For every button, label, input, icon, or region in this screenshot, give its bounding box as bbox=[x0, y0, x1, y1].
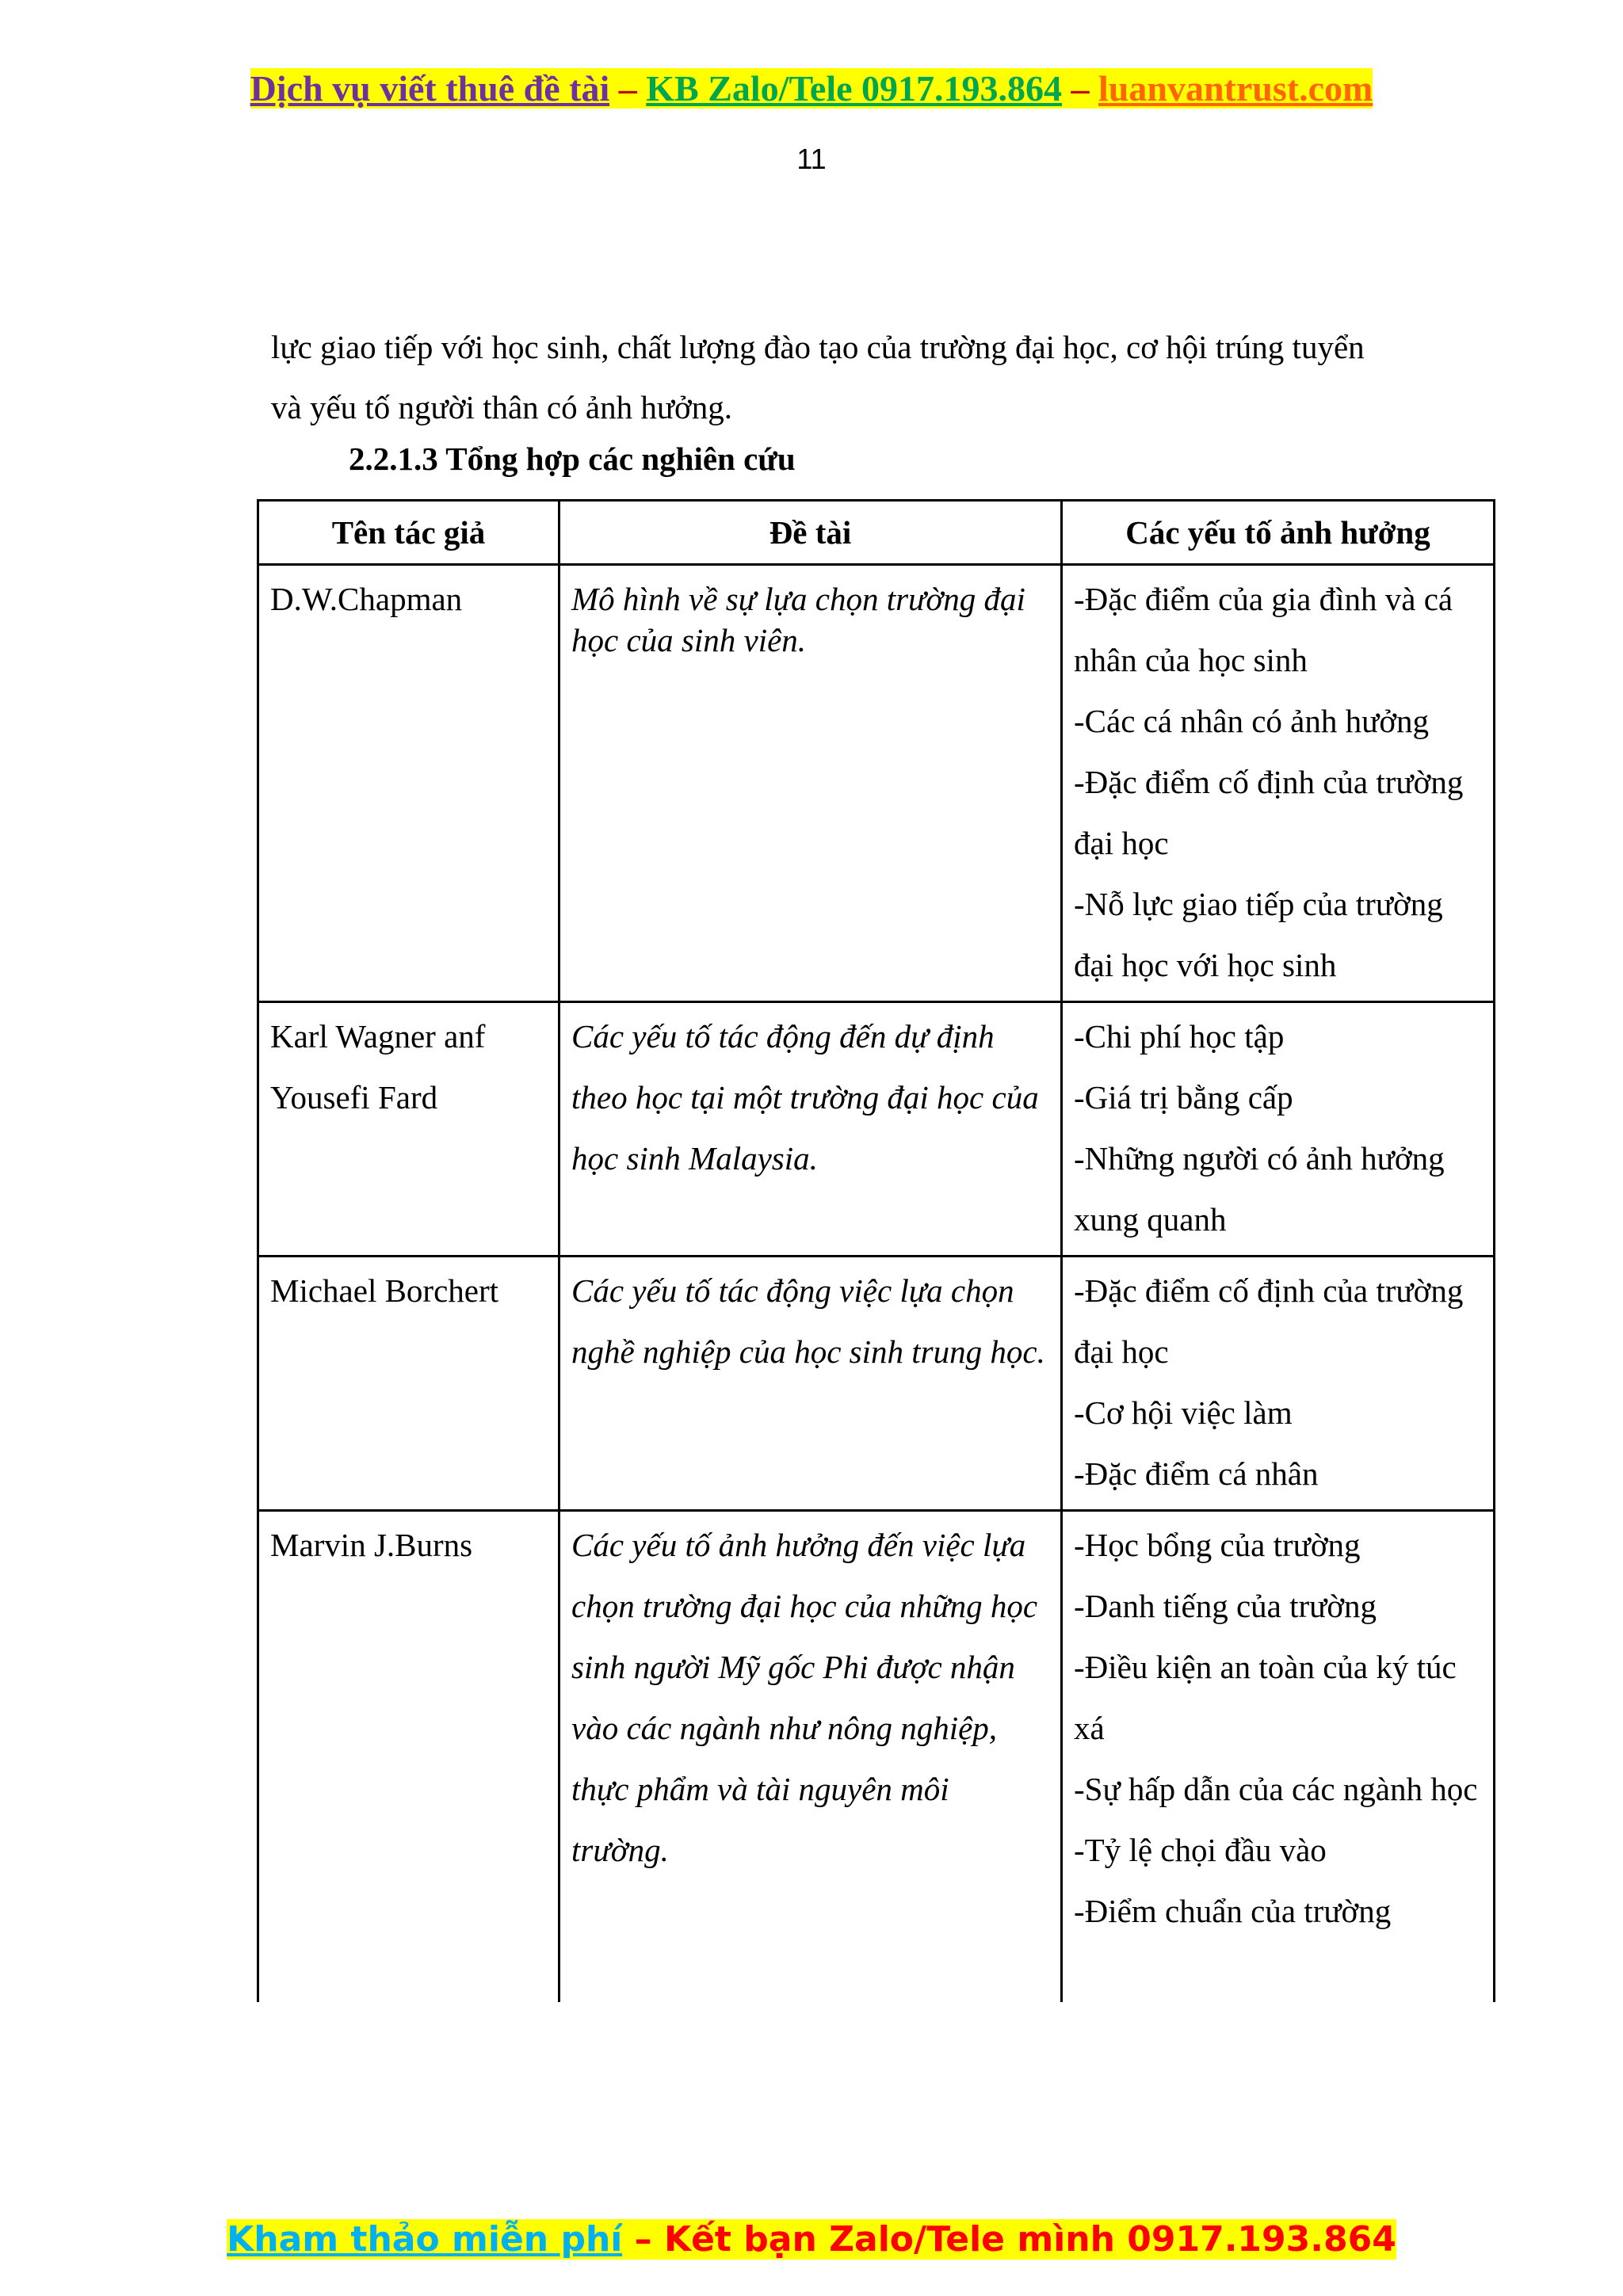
factor-item: -Đặc điểm của gia đình và cá nhân của học sinh bbox=[1074, 581, 1453, 678]
topic-cell: Mô hình về sự lựa chọn trường đại học của sinh viên. bbox=[559, 565, 1062, 1002]
header-service-link[interactable]: Dịch vụ viết thuê đề tài bbox=[250, 68, 610, 109]
paragraph-line: lực giao tiếp với học sinh, chất lượng đào tạo của trường đại học, cơ hội trúng tuyển bbox=[271, 329, 1365, 365]
author-cell: D.W.Chapman bbox=[258, 565, 559, 1002]
factors-cell bbox=[1062, 1257, 1495, 1511]
author-cell: Marvin J.Burns bbox=[258, 1511, 559, 2002]
topic-cell: Các yếu tố ảnh hưởng đến việc lựa chọn trường đại học của những học sinh người Mỹ gốc Phi được nhận vào các ngành như nông nghiệp, thực phẩm và tài nguyên môi trường. bbox=[559, 1511, 1062, 2002]
author-cell: Michael Borchert bbox=[258, 1257, 559, 1511]
table-row bbox=[258, 1002, 1495, 1257]
table-row bbox=[258, 565, 1495, 1002]
paragraph-line: và yếu tố người thân có ảnh hưởng. bbox=[271, 389, 732, 425]
factors-cell bbox=[1062, 565, 1495, 1002]
studies-table bbox=[257, 499, 1495, 2002]
author-cell: Karl Wagner anf Yousefi Fard bbox=[258, 1002, 559, 1257]
header-contact-link[interactable]: KB Zalo/Tele 0917.193.864 bbox=[646, 68, 1063, 109]
factor-item: -Nỗ lực giao tiếp của trường đại học với học sinh bbox=[1074, 886, 1443, 983]
factor-item: -Tỷ lệ chọi đầu vào bbox=[1074, 1832, 1327, 1868]
column-header-factors: Các yếu tố ảnh hưởng bbox=[1062, 501, 1495, 565]
factor-item: -Danh tiếng của trường bbox=[1074, 1588, 1377, 1624]
table-header-row bbox=[258, 501, 1495, 565]
header-website-link[interactable]: luanvantrust.com bbox=[1098, 68, 1373, 109]
factor-item: -Các cá nhân có ảnh hưởng bbox=[1074, 703, 1430, 739]
factors-cell bbox=[1062, 1511, 1495, 2002]
footer-contact-text[interactable]: – Kết bạn Zalo/Tele mình 0917.193.864 bbox=[622, 2219, 1396, 2260]
column-header-author: Tên tác giả bbox=[258, 501, 559, 565]
factor-item: -Sự hấp dẫn của các ngành học bbox=[1074, 1771, 1478, 1807]
header-banner bbox=[0, 65, 1623, 113]
header-separator: – bbox=[1062, 68, 1099, 109]
factor-item: -Chi phí học tập bbox=[1074, 1018, 1285, 1055]
table-row bbox=[258, 1257, 1495, 1511]
footer-free-link[interactable]: Kham thảo miễn phí bbox=[227, 2219, 623, 2260]
factor-item: -Điểm chuẩn của trường bbox=[1074, 1893, 1392, 1929]
factors-cell bbox=[1062, 1002, 1495, 1257]
factor-item: -Đặc điểm cố định của trường đại học bbox=[1074, 764, 1464, 861]
page-number: 11 bbox=[796, 143, 827, 175]
factor-item: -Giá trị bằng cấp bbox=[1074, 1079, 1293, 1116]
body-paragraph bbox=[271, 317, 1468, 437]
factor-item: -Đặc điểm cá nhân bbox=[1074, 1455, 1319, 1492]
section-heading: 2.2.1.3 Tổng hợp các nghiên cứu bbox=[349, 441, 796, 477]
topic-cell: Các yếu tố tác động việc lựa chọn nghề nghiệp của học sinh trung học. bbox=[559, 1257, 1062, 1511]
table-row bbox=[258, 1511, 1495, 2002]
factor-item: -Học bổng của trường bbox=[1074, 1527, 1361, 1563]
factor-item: -Những người có ảnh hưởng xung quanh bbox=[1074, 1140, 1445, 1238]
footer-banner bbox=[0, 2214, 1623, 2265]
topic-cell: Các yếu tố tác động đến dự định theo học tại một trường đại học của học sinh Malaysia. bbox=[559, 1002, 1062, 1257]
column-header-topic: Đề tài bbox=[559, 501, 1062, 565]
factor-item: -Đặc điểm cố định của trường đại học bbox=[1074, 1272, 1464, 1370]
factor-item: -Cơ hội việc làm bbox=[1074, 1394, 1293, 1431]
header-separator: – bbox=[609, 68, 647, 109]
factor-item: -Điều kiện an toàn của ký túc xá bbox=[1074, 1649, 1457, 1746]
